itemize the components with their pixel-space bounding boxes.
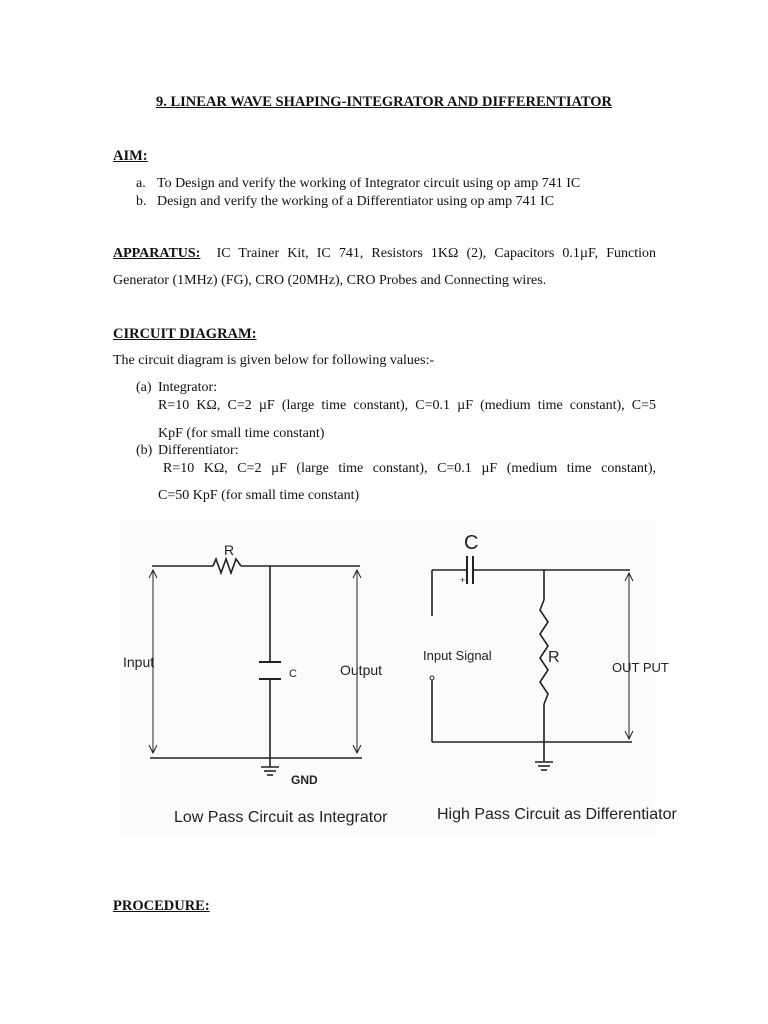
apparatus-heading: APPARATUS: — [113, 246, 201, 261]
integrator-circuit — [149, 559, 362, 775]
aim-item-a-text: To Design and verify the working of Integrator circuit using op amp 741 IC — [157, 176, 581, 191]
differentiator-input-terminal — [430, 676, 434, 680]
differentiator-output-label: OUT PUT — [612, 660, 669, 675]
integrator-label: Integrator: — [158, 380, 218, 395]
aim-item-b-marker: b. — [136, 194, 147, 209]
page-title: 9. LINEAR WAVE SHAPING-INTEGRATOR AND DIFFERENTIATOR — [155, 94, 613, 110]
integrator-input-label: Input — [123, 654, 155, 670]
differentiator-marker: (b) — [136, 443, 153, 458]
integrator-gnd-label: GND — [291, 773, 318, 787]
differentiator-resistor — [540, 600, 548, 704]
differentiator-c-label: C — [464, 532, 479, 554]
integrator-c-label: C — [289, 668, 297, 680]
integrator-output-label: Output — [340, 662, 383, 678]
integrator-caption: Low Pass Circuit as Integrator — [174, 809, 388, 826]
integrator-values-line1: R=10 KΩ, C=2 µF (large time constant), C=0.1 µF (medium time constant), C=5 — [158, 398, 656, 413]
differentiator-caption: High Pass Circuit as Differentiator — [437, 806, 677, 823]
circuit-intro: The circuit diagram is given below for following values:- — [113, 353, 435, 368]
procedure-heading: PROCEDURE: — [113, 898, 210, 914]
apparatus-text: IC Trainer Kit, IC 741, Resistors 1KΩ (2), Capacitors 0.1µF, Function Generator (1MHz) (FG), CRO (20MHz), CRO Probes and Connecting wires. — [113, 246, 656, 288]
integrator-resistor — [213, 559, 241, 573]
differentiator-label: Differentiator: — [158, 443, 239, 458]
aim-heading: AIM: — [113, 148, 148, 164]
integrator-marker: (a) — [136, 380, 152, 395]
differentiator-r-label: R — [548, 649, 560, 666]
differentiator-values-line1: R=10 KΩ, C=2 µF (large time constant), C=0.1 µF (medium time constant), — [163, 461, 656, 476]
integrator-values-line2: KpF (for small time constant) — [158, 426, 325, 441]
differentiator-values-line2: C=50 KpF (for small time constant) — [158, 488, 360, 503]
aim-item-a-marker: a. — [136, 176, 146, 191]
differentiator-circuit — [430, 556, 633, 770]
integrator-r-label: R — [224, 542, 235, 558]
aim-item-b-text: Design and verify the working of a Differentiator using op amp 741 IC — [157, 194, 555, 209]
differentiator-cap-plus: + — [460, 575, 466, 585]
differentiator-input-label: Input Signal — [423, 648, 492, 663]
circuit-heading: CIRCUIT DIAGRAM: — [113, 326, 257, 342]
